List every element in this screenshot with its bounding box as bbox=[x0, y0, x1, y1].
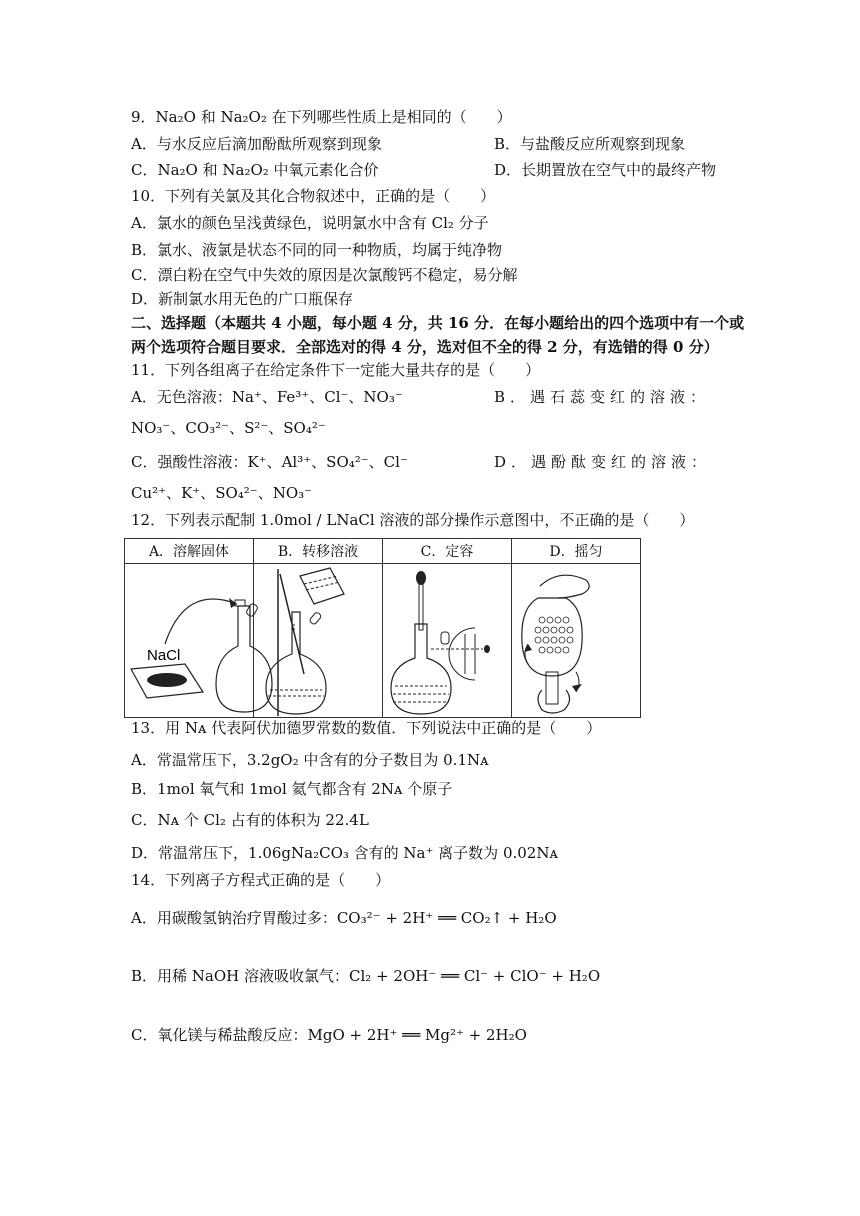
nacl-label: NaCl bbox=[147, 647, 181, 664]
shake-illustration bbox=[512, 564, 604, 717]
q13-option-b: B．1mol 氧气和 1mol 氦气都含有 2Nᴀ 个原子 bbox=[131, 780, 453, 798]
q14-option-c: C．氧化镁与稀盐酸反应：MgO + 2H⁺ ══ Mg²⁺ + 2H₂O bbox=[131, 1026, 527, 1044]
q12-image-b-cell bbox=[254, 564, 383, 718]
q13-stem: 13．用 Nᴀ 代表阿伏加德罗常数的数值．下列说法中正确的是（ ） bbox=[131, 719, 602, 737]
q11-stem: 11．下列各组离子在给定条件下一定能大量共存的是（ ） bbox=[131, 361, 541, 379]
q9-stem: 9．Na₂O 和 Na₂O₂ 在下列哪些性质上是相同的（ ） bbox=[131, 108, 512, 126]
q9-option-b: B．与盐酸反应所观察到现象 bbox=[494, 135, 686, 153]
q12-header-a: A．溶解固体 bbox=[125, 539, 254, 564]
q11-option-d: D．遇酚酞变红的溶液： bbox=[494, 453, 712, 471]
q10-stem: 10．下列有关氯及其化合物叙述中，正确的是（ ） bbox=[131, 187, 496, 205]
q10-option-d: D．新制氯水用无色的广口瓶保存 bbox=[131, 290, 354, 308]
q12-image-a-cell bbox=[125, 564, 254, 718]
q10-option-a: A．氯水的颜色呈浅黄绿色，说明氯水中含有 Cl₂ 分子 bbox=[131, 214, 489, 232]
q11-option-a: A．无色溶液：Na⁺、Fe³⁺、Cl⁻、NO₃⁻ bbox=[131, 388, 403, 406]
q12-header-d: D．摇匀 bbox=[512, 539, 641, 564]
q11-option-b-ions: NO₃⁻、CO₃²⁻、S²⁻、SO₄²⁻ bbox=[131, 419, 326, 437]
q12-operation-table bbox=[124, 538, 641, 718]
q12-header-b: B．转移溶液 bbox=[254, 539, 383, 564]
q11-option-d-ions: Cu²⁺、K⁺、SO₄²⁻、NO₃⁻ bbox=[131, 484, 313, 502]
q10-option-b: B．氯水、液氯是状态不同的同一种物质，均属于纯净物 bbox=[131, 241, 503, 259]
q9-option-d: D．长期置放在空气中的最终产物 bbox=[494, 161, 717, 179]
q13-option-a: A．常温常压下，3.2gO₂ 中含有的分子数目为 0.1Nᴀ bbox=[131, 751, 489, 769]
section2-heading-line2: 两个选项符合题目要求．全部选对的得 4 分，选对但不全的得 2 分，有选错的得 0 分） bbox=[131, 338, 719, 356]
q14-option-a: A．用碳酸氢钠治疗胃酸过多：CO₃²⁻ + 2H⁺ ══ CO₂↑ + H₂O bbox=[131, 909, 557, 927]
q11-option-b: B．遇石蕊变红的溶液： bbox=[494, 388, 711, 406]
q12-image-d-cell bbox=[512, 564, 641, 718]
q13-option-d: D．常温常压下，1.06gNa₂CO₃ 含有的 Na⁺ 离子数为 0.02Nᴀ bbox=[131, 844, 558, 862]
section2-heading-line1: 二、选择题（本题共 4 小题，每小题 4 分，共 16 分．在每小题给出的四个选项中有一个或 bbox=[131, 314, 745, 332]
volume-fixing-illustration bbox=[383, 564, 501, 717]
q12-header-c: C．定容 bbox=[383, 539, 512, 564]
q13-option-c: C．Nᴀ 个 Cl₂ 占有的体积为 22.4L bbox=[131, 811, 369, 829]
q12-stem: 12．下列表示配制 1.0mol / LNaCl 溶液的部分操作示意图中，不正确的是（ ） bbox=[131, 511, 695, 529]
q14-option-b: B．用稀 NaOH 溶液吸收氯气：Cl₂ + 2OH⁻ ══ Cl⁻ + ClO⁻ + H₂O bbox=[131, 967, 601, 985]
q10-option-c: C．漂白粉在空气中失效的原因是次氯酸钙不稳定，易分解 bbox=[131, 266, 518, 284]
q12-image-c-cell bbox=[383, 564, 512, 718]
q9-option-c: C．Na₂O 和 Na₂O₂ 中氧元素化合价 bbox=[131, 161, 379, 179]
q11-option-c: C．强酸性溶液：K⁺、Al³⁺、SO₄²⁻、Cl⁻ bbox=[131, 453, 408, 471]
q9-option-a: A．与水反应后滴加酚酞所观察到现象 bbox=[131, 135, 382, 153]
q14-stem: 14．下列离子方程式正确的是（ ） bbox=[131, 871, 391, 889]
